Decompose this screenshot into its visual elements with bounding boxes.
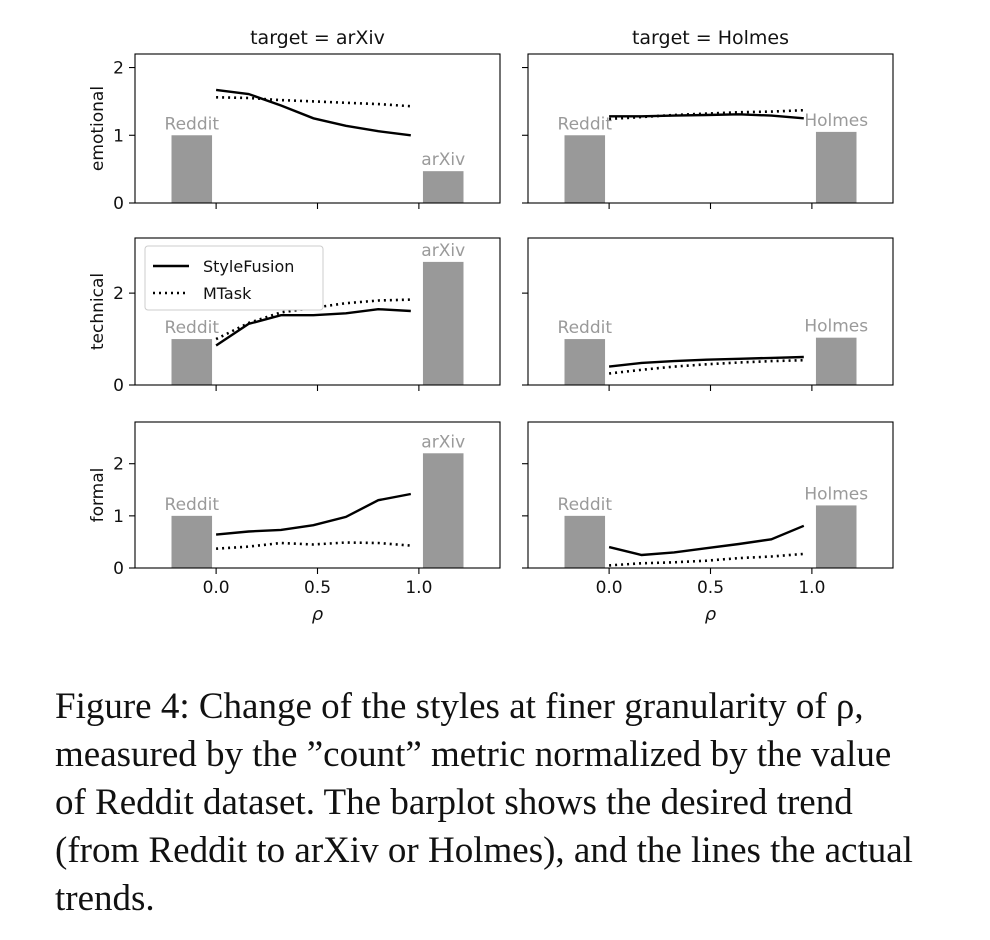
x-tick-label: 0.5: [696, 578, 725, 598]
series-mtask: [609, 110, 804, 119]
bar-label: arXiv: [421, 240, 466, 261]
y-tick-label: 2: [113, 454, 124, 475]
row-label-formal: formal: [88, 467, 108, 523]
column-title: target = arXiv: [250, 27, 385, 49]
bar-arxiv: [423, 262, 464, 385]
series-mtask: [609, 554, 804, 566]
y-tick-label: 0: [113, 194, 124, 214]
bar-label: Reddit: [557, 318, 613, 339]
legend-entry: MTask: [203, 284, 252, 303]
y-tick-label: 1: [113, 126, 124, 147]
bar-reddit: [172, 135, 213, 203]
bar-label: Holmes: [804, 484, 869, 505]
y-tick-label: 1: [113, 506, 124, 527]
bar-label: Reddit: [164, 494, 220, 515]
legend-entry: StyleFusion: [203, 257, 295, 276]
x-tick-label: 0.5: [303, 578, 332, 598]
row-label-technical: technical: [88, 272, 108, 351]
bar-label: Holmes: [804, 110, 869, 131]
x-tick-label: 1.0: [798, 578, 826, 598]
bar-label: arXiv: [421, 432, 466, 453]
y-tick-label: 2: [113, 58, 124, 79]
bar-label: Reddit: [557, 114, 613, 135]
x-axis-label: ρ: [704, 604, 717, 625]
bar-label: Reddit: [164, 114, 220, 135]
y-tick-label: 0: [113, 376, 124, 396]
series-stylefusion: [216, 90, 411, 135]
bar-holmes: [816, 505, 857, 568]
bar-reddit: [565, 339, 606, 385]
bar-arxiv: [423, 171, 464, 203]
bar-holmes: [816, 132, 857, 203]
bar-reddit: [172, 339, 213, 385]
bar-arxiv: [423, 453, 464, 568]
series-stylefusion: [609, 114, 804, 118]
series-mtask: [216, 543, 411, 549]
bar-reddit: [172, 516, 213, 568]
bar-reddit: [565, 516, 606, 568]
column-title: target = Holmes: [631, 27, 790, 49]
figure-caption: Figure 4: Change of the styles at finer granularity of ρ, measured by the ”count” metric normalized by the value of Reddit dataset. The barplot shows the desired trend (from Reddit to arXiv or Holmes), and the lines the actual trends.: [55, 686, 913, 919]
series-stylefusion: [216, 309, 411, 345]
bar-label: arXiv: [421, 150, 466, 171]
series-mtask: [216, 97, 411, 106]
bar-holmes: [816, 338, 857, 385]
bar-reddit: [565, 135, 606, 203]
series-stylefusion: [609, 526, 804, 555]
x-tick-label: 1.0: [405, 578, 433, 598]
bar-label: Reddit: [164, 318, 220, 339]
series-stylefusion: [216, 494, 411, 535]
y-tick-label: 2: [113, 284, 124, 305]
x-axis-label: ρ: [311, 604, 324, 625]
bar-label: Holmes: [804, 316, 869, 337]
bar-label: Reddit: [557, 494, 613, 515]
y-tick-label: 0: [113, 559, 124, 579]
row-label-emotional: emotional: [88, 85, 108, 172]
x-tick-label: 0.0: [595, 578, 623, 598]
x-tick-label: 0.0: [202, 578, 230, 598]
